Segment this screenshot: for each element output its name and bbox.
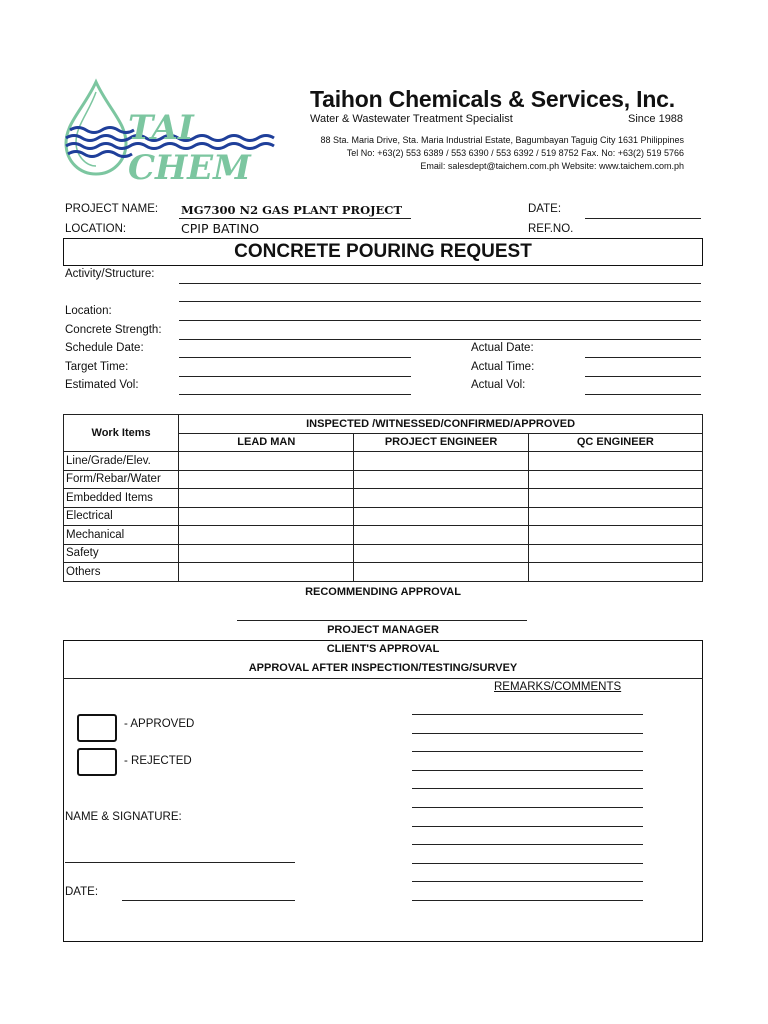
inspection-table	[63, 414, 703, 582]
form-title: CONCRETE POURING REQUEST	[63, 238, 703, 266]
table-row	[64, 470, 703, 489]
remarks-line[interactable]	[412, 770, 643, 771]
since-year: Since 1988	[628, 113, 684, 125]
client-approval-title: CLIENT'S APPROVAL	[326, 643, 440, 655]
project-engineer-cell[interactable]	[354, 470, 528, 489]
location-field-line[interactable]	[179, 320, 701, 321]
project-manager-signature-line[interactable]	[237, 620, 527, 621]
row-label: Others	[64, 563, 179, 582]
remarks-line[interactable]	[412, 826, 643, 827]
qc-engineer-cell[interactable]	[528, 526, 702, 545]
remarks-line[interactable]	[412, 900, 643, 901]
rejected-checkbox[interactable]	[77, 748, 117, 776]
remarks-line[interactable]	[412, 788, 643, 789]
row-label: Embedded Items	[64, 489, 179, 508]
project-engineer-cell[interactable]	[354, 526, 528, 545]
project-engineer-cell[interactable]	[354, 452, 528, 471]
qc-engineer-cell[interactable]	[528, 563, 702, 582]
table-row	[64, 563, 703, 582]
remarks-line[interactable]	[412, 807, 643, 808]
remarks-line[interactable]	[412, 844, 643, 845]
row-label: Form/Rebar/Water	[64, 470, 179, 489]
activity-line-2[interactable]	[179, 301, 701, 302]
project-name-label: PROJECT NAME:	[65, 203, 159, 215]
approved-label: - APPROVED	[124, 718, 195, 730]
company-email: Email: salesdept@taichem.com.ph Website: www.taichem.com.ph	[420, 161, 684, 171]
lead-man-cell[interactable]	[179, 544, 354, 563]
project-engineer-cell[interactable]	[354, 544, 528, 563]
table-header-row	[64, 415, 703, 434]
rejected-label: - REJECTED	[124, 755, 192, 767]
project-manager-label: PROJECT MANAGER	[327, 624, 439, 636]
location-value: CPIP BATINO	[181, 221, 260, 236]
logo-wordmark: TAI CHEM	[128, 108, 251, 188]
table-row	[64, 489, 703, 508]
location-field-label: Location:	[65, 305, 112, 317]
row-label: Safety	[64, 544, 179, 563]
date-line[interactable]	[585, 218, 701, 219]
company-name: Taihon Chemicals & Services, Inc.	[310, 86, 675, 112]
col-project-engineer: PROJECT ENGINEER	[354, 433, 528, 452]
table-row	[64, 507, 703, 526]
table-row	[64, 526, 703, 545]
client-date-line[interactable]	[122, 900, 295, 901]
activity-label: Activity/Structure:	[65, 268, 155, 280]
inspection-group-header: INSPECTED /WITNESSED/CONFIRMED/APPROVED	[179, 415, 703, 434]
company-logo	[62, 78, 292, 188]
lead-man-cell[interactable]	[179, 489, 354, 508]
lead-man-cell[interactable]	[179, 526, 354, 545]
client-divider	[63, 678, 703, 679]
qc-engineer-cell[interactable]	[528, 507, 702, 526]
actual-vol-line[interactable]	[585, 394, 701, 395]
name-signature-line[interactable]	[65, 862, 295, 863]
lead-man-cell[interactable]	[179, 563, 354, 582]
estimated-vol-label: Estimated Vol:	[65, 379, 139, 391]
remarks-line[interactable]	[412, 714, 643, 715]
qc-engineer-cell[interactable]	[528, 544, 702, 563]
target-time-label: Target Time:	[65, 361, 129, 373]
lead-man-cell[interactable]	[179, 507, 354, 526]
remarks-line[interactable]	[412, 863, 643, 864]
row-label: Line/Grade/Elev.	[64, 452, 179, 471]
remarks-line[interactable]	[412, 881, 643, 882]
estimated-vol-line[interactable]	[179, 394, 411, 395]
remarks-line[interactable]	[412, 751, 643, 752]
actual-time-label: Actual Time:	[471, 361, 535, 373]
name-signature-label: NAME & SIGNATURE:	[65, 811, 182, 823]
concrete-strength-line[interactable]	[179, 339, 701, 340]
actual-time-line[interactable]	[585, 376, 701, 377]
remarks-comments-label: REMARKS/COMMENTS	[494, 681, 622, 693]
table-row	[64, 544, 703, 563]
company-address: 88 Sta. Maria Drive, Sta. Maria Industrial Estate, Bagumbayan Taguig City 1631 Philippines	[320, 135, 684, 145]
project-name-line	[179, 218, 411, 219]
concrete-strength-label: Concrete Strength:	[65, 324, 162, 336]
company-phone: Tel No: +63(2) 553 6389 / 553 6390 / 553 6392 / 519 8752 Fax. No: +63(2) 519 5766	[346, 148, 684, 158]
client-approval-subtitle: APPROVAL AFTER INSPECTION/TESTING/SURVEY	[248, 662, 518, 674]
work-items-header: Work Items	[64, 415, 179, 452]
actual-vol-label: Actual Vol:	[471, 379, 526, 391]
ref-no-label: REF.NO.	[528, 223, 574, 235]
schedule-date-line[interactable]	[179, 357, 411, 358]
lead-man-cell[interactable]	[179, 452, 354, 471]
activity-line-1[interactable]	[179, 283, 701, 284]
row-label: Electrical	[64, 507, 179, 526]
qc-engineer-cell[interactable]	[528, 452, 702, 471]
actual-date-line[interactable]	[585, 357, 701, 358]
project-engineer-cell[interactable]	[354, 489, 528, 508]
col-lead-man: LEAD MAN	[179, 433, 354, 452]
table-row	[64, 452, 703, 471]
company-tagline: Water & Wastewater Treatment Specialist	[310, 113, 513, 125]
project-engineer-cell[interactable]	[354, 563, 528, 582]
schedule-date-label: Schedule Date:	[65, 342, 144, 354]
approved-checkbox[interactable]	[77, 714, 117, 742]
client-date-label: DATE:	[65, 886, 99, 898]
qc-engineer-cell[interactable]	[528, 470, 702, 489]
actual-date-label: Actual Date:	[471, 342, 534, 354]
qc-engineer-cell[interactable]	[528, 489, 702, 508]
target-time-line[interactable]	[179, 376, 411, 377]
location-label: LOCATION:	[65, 223, 127, 235]
lead-man-cell[interactable]	[179, 470, 354, 489]
col-qc-engineer: QC ENGINEER	[528, 433, 702, 452]
remarks-line[interactable]	[412, 733, 643, 734]
recommending-approval-label: RECOMMENDING APPROVAL	[305, 586, 461, 598]
project-engineer-cell[interactable]	[354, 507, 528, 526]
date-label: DATE:	[528, 203, 562, 215]
row-label: Mechanical	[64, 526, 179, 545]
project-name-value: MG7300 N2 GAS PLANT PROJECT	[181, 203, 402, 217]
